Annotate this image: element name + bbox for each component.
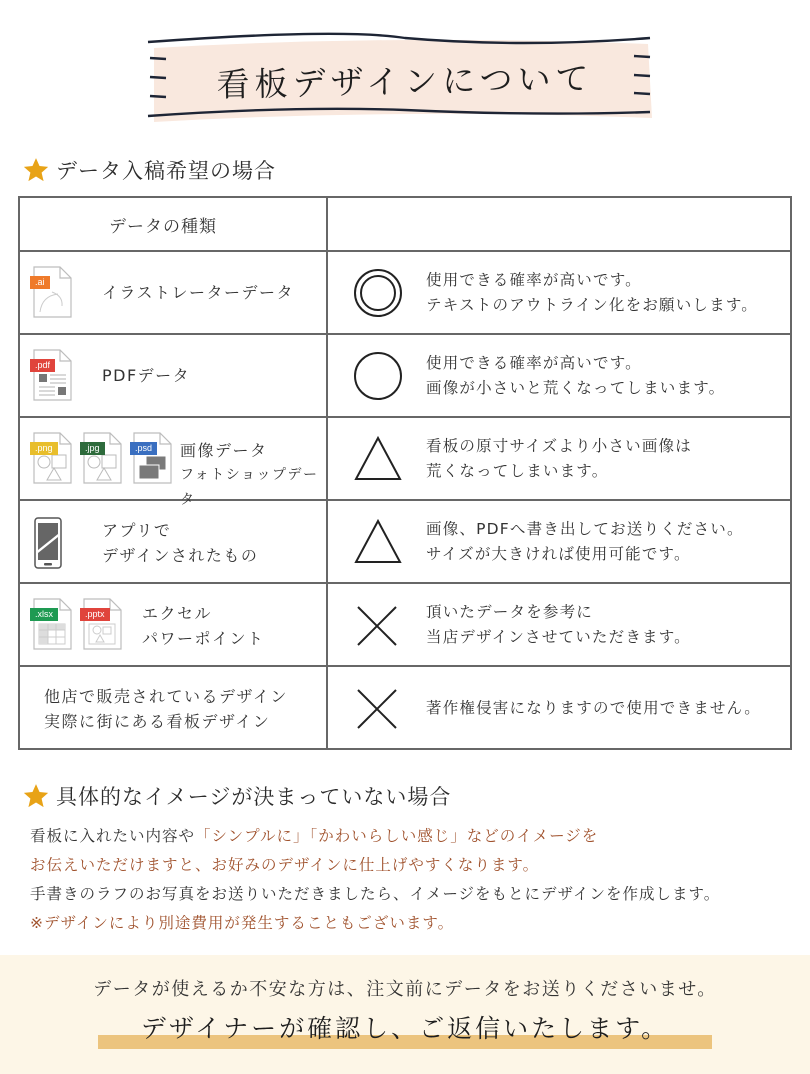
availability-description: 著作権侵害になりますので使用できません。: [426, 699, 761, 717]
fee-note: ※デザインにより別途費用が発生することもございます。: [30, 914, 455, 932]
data-type-label: エクセル パワーポイント: [142, 604, 265, 648]
title-banner: [140, 30, 670, 130]
example-phrases: 「シンプルに」「かわいらしい感じ」などのイメージを: [195, 827, 599, 845]
data-type-label: アプリで デザインされたもの: [102, 521, 259, 565]
file-ext-tag: .pdf: [30, 359, 55, 372]
table-row: [20, 416, 790, 508]
triangle-icon: [352, 516, 404, 568]
footer-emphasis: デザイナーが確認し、ご返信いたします。: [140, 1014, 670, 1043]
cross-icon: [352, 599, 404, 651]
xlsx-file-icon: [30, 598, 72, 650]
table-row: [20, 499, 790, 582]
file-ext-tag: .xlsx: [30, 608, 58, 621]
table-header-row: [20, 198, 790, 250]
section-heading-data-submission: [22, 155, 276, 185]
cross-icon: [352, 682, 404, 734]
triangle-icon: [352, 433, 404, 485]
file-ext-tag: .psd: [130, 442, 157, 455]
double-circle-icon: [352, 267, 404, 319]
circle-icon: [352, 350, 404, 402]
star-icon: [22, 156, 50, 184]
data-type-label: イラストレーターデータ: [102, 283, 295, 302]
table-row: [20, 665, 790, 748]
png-file-icon: [30, 432, 72, 484]
footer-callout: [0, 955, 810, 1074]
file-ext-tag: .ai: [30, 276, 50, 289]
section-heading-no-concrete-image: [22, 781, 451, 811]
star-icon: [22, 782, 50, 810]
data-type-label: PDFデータ: [102, 366, 191, 385]
paragraph-line: 看板に入れたい内容や「シンプルに」「かわいらしい感じ」などのイメージを: [30, 827, 599, 845]
data-type-label: 他店で販売されているデザイン 実際に街にある看板デザイン: [44, 687, 288, 731]
availability-description: 画像、PDFへ書き出してお送りください。 サイズが大きければ使用可能です。: [426, 520, 744, 563]
section-heading-text: 具体的なイメージが決まっていない場合: [56, 785, 452, 809]
jpg-file-icon: [80, 432, 122, 484]
ai-file-icon: [30, 266, 72, 318]
file-ext-tag: .png: [30, 442, 58, 455]
file-ext-tag: .pptx: [80, 608, 110, 621]
psd-file-icon: [130, 432, 172, 484]
data-type-table: [18, 196, 792, 750]
pptx-file-icon: [80, 598, 122, 650]
pdf-file-icon: [30, 349, 72, 401]
table-row: [20, 250, 790, 333]
availability-description: 使用できる確率が高いです。 テキストのアウトライン化をお願いします。: [426, 271, 758, 314]
file-ext-tag: .jpg: [80, 442, 105, 455]
availability-description: 看板の原寸サイズより小さい画像は 荒くなってしまいます。: [426, 437, 692, 480]
guidance-paragraph: [30, 822, 720, 938]
page-title: 看板デザインについて: [216, 58, 594, 105]
paragraph-line: お伝えいただけますと、お好みのデザインに仕上げやすくなります。: [30, 856, 540, 874]
smartphone-icon: [34, 517, 62, 569]
data-type-label: 画像データ フォトショップデータ: [180, 441, 319, 508]
section-heading-text: データ入稿希望の場合: [56, 159, 276, 183]
availability-description: 使用できる確率が高いです。 画像が小さいと荒くなってしまいます。: [426, 354, 726, 397]
column-header-data-type: データの種類: [20, 198, 328, 250]
table-row: [20, 333, 790, 416]
table-row: [20, 582, 790, 665]
column-header-availability: [328, 198, 790, 250]
footer-message: データが使えるか不安な方は、注文前にデータをお送りくださいませ。: [93, 979, 717, 1000]
availability-description: 頂いたデータを参考に 当店デザインさせていただきます。: [426, 603, 691, 646]
paragraph-line: 手書きのラフのお写真をお送りいただきましたら、イメージをもとにデザインを作成します。: [30, 885, 721, 903]
